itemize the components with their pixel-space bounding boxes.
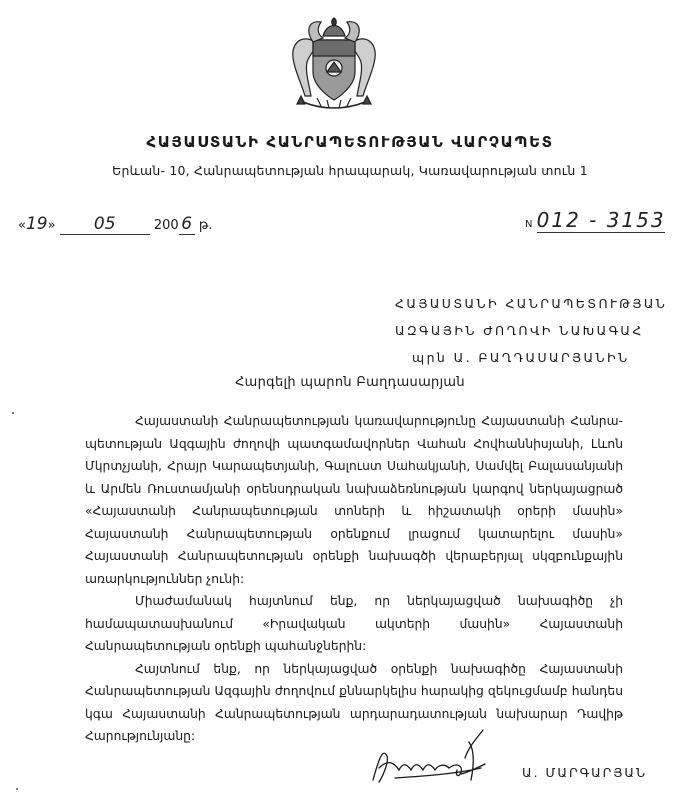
scan-speck <box>12 412 14 414</box>
salutation: Հարգելի պարոն Բաղդասարյան <box>235 375 465 390</box>
armenia-coat-of-arms-icon <box>283 12 385 112</box>
date-month: 05 <box>93 214 116 234</box>
date-day: 19 <box>25 214 48 234</box>
office-address: Երևան- 10, Հանրապետության հրապարակ, Կառավարության տուն 1 <box>112 163 588 178</box>
scan-speck <box>16 788 18 790</box>
date-year-prefix: 200 <box>153 218 179 233</box>
date-open-quote: « <box>18 218 26 233</box>
date-close-quote: » <box>47 218 56 233</box>
document-number <box>525 208 666 233</box>
body-paragraph-2: Միաժամանակ հայտնում ենք, որ ներկայացված նախագիծը չի համապատասխանում «Իրավական ակտերի մասին» Հայաստանի Հանրապետության օրենքի պահանջներին: <box>85 594 623 653</box>
body-paragraph-1: Հայաստանի Հանրապետության կառավարությունը Հայաստանի Հանրա-պետության Ազգային ժողովի պատգամավորներ Վահան Հովհաննիսյանի, Լևոն Մկրտչյանի, Հրայր Կարապետյանի, Գալուստ Սահակյանի, Սամվել Բալասանյանի և Արմեն Ռուստամյանի օրենսդրական նախաձեռնության կարգով ներկայացրած «Հայաստանի Հանրապետության տոների և հիշատակի օրերի մասին» Հայաստանի Հանրապետության օրենքում լրացում կատարելու մասին» Հայաստանի Հանրապետության օրենքի նախագծի վերաբերյալ սկզբունքային առարկություններ չունի: <box>85 414 623 586</box>
body-paragraph-3: Հայտնում ենք, որ ներկայացված օրենքի նախագիծը Հայաստանի Հանրապետության Ազգային ժողովում քննարկելիս հարակից զեկուցմամբ հանդես կգա Հայաստանի Հանրապետության արդարադատության նախարար Դավիթ Հարությունյանը: <box>85 661 623 743</box>
recipient-line-2: ԱԶԳԱՅԻՆ ԺՈՂՈՎԻ ՆԱԽԱԳԱՀ <box>395 323 644 338</box>
recipient-line-3: պրն Ա. ԲԱՂԴԱՍԱՐՅԱՆԻՆ <box>412 350 630 365</box>
signer-name: Ա. ՄԱՐԳԱՐՅԱՆ <box>522 765 648 780</box>
letter-body <box>85 410 623 748</box>
recipient-line-1: ՀԱՅԱՍՏԱՆԻ ՀԱՆՐԱՊԵՏՈՒԹՅԱՆ <box>395 296 668 311</box>
document-date <box>18 214 213 235</box>
handwritten-signature <box>365 718 495 788</box>
date-year-unit: թ. <box>198 218 213 233</box>
office-title: ՀԱՅԱՍՏԱՆԻ ՀԱՆՐԱՊԵՏՈՒԹՅԱՆ ՎԱՐՉԱՊԵՏ <box>146 133 554 151</box>
recipient-block <box>395 290 667 371</box>
number-prefix: N <box>525 219 533 230</box>
date-year-suffix: 6 <box>181 214 193 234</box>
number-value: 012 - 3153 <box>536 208 666 232</box>
